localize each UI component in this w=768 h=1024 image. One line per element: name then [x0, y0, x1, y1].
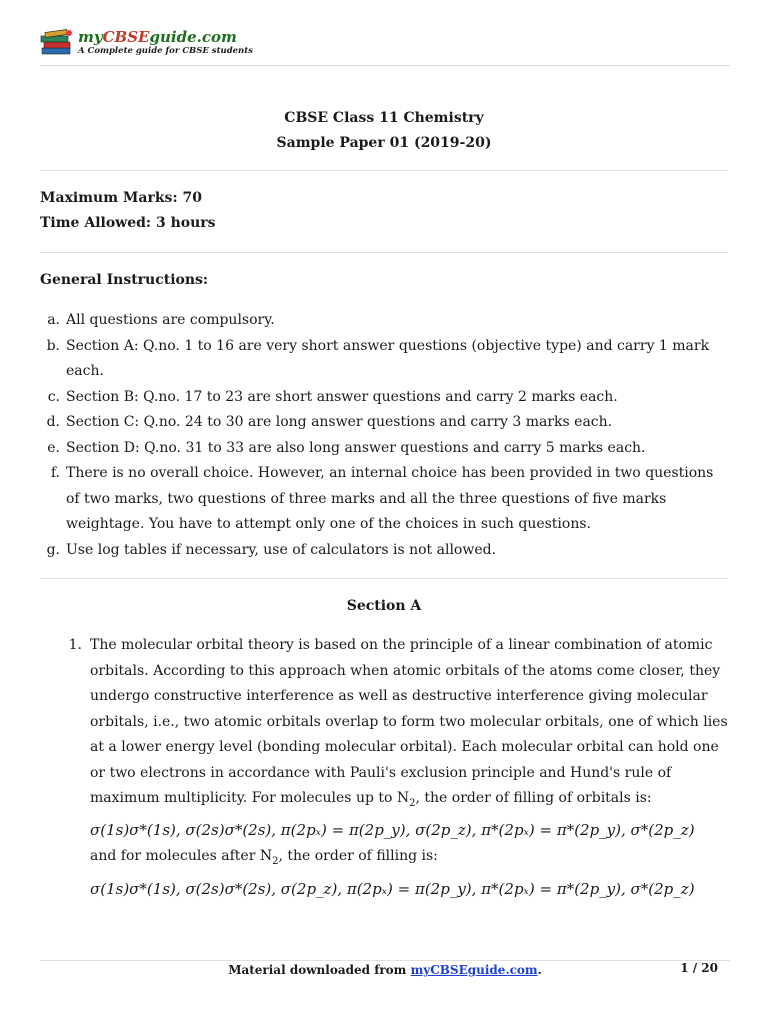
- footer-credit: Material downloaded from myCBSEguide.com.: [228, 963, 542, 977]
- max-marks: Maximum Marks: 70: [40, 190, 202, 206]
- logo-wordmark: myCBSEguide.com: [78, 28, 237, 47]
- question-1: [40, 633, 730, 903]
- site-logo[interactable]: [40, 28, 253, 58]
- list-item: e. Section D: Q.no. 31 to 33 are also long answer questions and carry 5 marks each.: [47, 439, 646, 456]
- instructions-heading: General Instructions:: [40, 272, 209, 288]
- list-item: g. Use log tables if necessary, use of calculators is not allowed.: [46, 541, 497, 558]
- page-number: 1 / 20: [680, 961, 718, 975]
- footer-link[interactable]: myCBSEguide.com: [410, 963, 538, 977]
- time-allowed: Time Allowed: 3 hours: [40, 215, 216, 231]
- exam-meta: [40, 186, 216, 236]
- section-a-heading: Section A: [346, 598, 422, 614]
- books-icon: [40, 28, 74, 58]
- divider: [40, 252, 728, 253]
- divider: [40, 578, 728, 579]
- title-line-2: Sample Paper 01 (2019-20): [276, 135, 492, 151]
- list-item: a. All questions are compulsory.: [47, 312, 275, 328]
- logo-tagline: A Complete guide for CBSE students: [78, 46, 253, 57]
- list-item: b. Section A: Q.no. 1 to 16 are very short answer questions (objective type) and carry 1 mark each.: [46, 337, 710, 379]
- footer-divider: [40, 960, 730, 961]
- orbital-order-formula-1: σ(1s)σ*(1s), σ(2s)σ*(2s), π(2pₓ) = π(2p_y), σ(2p_z), π*(2pₓ) = π*(2p_y), σ*(2p_z): [90, 821, 695, 840]
- paper-title: [40, 106, 728, 156]
- page-header: [40, 24, 730, 66]
- question-text-cont: and for molecules after $N_2$, the order of filling is:: [90, 848, 438, 868]
- instructions-list: [40, 308, 730, 563]
- orbital-order-formula-2: σ(1s)σ*(1s), σ(2s)σ*(2s), σ(2p_z), π(2pₓ) = π(2p_y), π*(2pₓ) = π*(2p_y), σ*(2p_z): [90, 879, 695, 898]
- list-item: f. There is no overall choice. However, an internal choice has been provided in two questions of two marks, two questions of three marks and all the three questions of five marks weightage. You have to attempt only one of the choices in such questions.: [50, 465, 714, 532]
- list-item: d. Section C: Q.no. 24 to 30 are long answer questions and carry 3 marks each.: [46, 414, 613, 430]
- list-item: c. Section B: Q.no. 17 to 23 are short answer questions and carry 2 marks each.: [47, 388, 618, 405]
- question-number: 1.: [68, 637, 82, 653]
- divider: [40, 170, 728, 171]
- question-text: The molecular orbital theory is based on the principle of a linear combination of atomic orbitals. According to this approach when atomic orbitals of the atoms come closer, they undergo constructive interference as well as destructive interference giving molecular orbitals, i.e., two atomic orbitals overlap to form two molecular orbitals, one of which lies at a lower energy level (bonding molecular orbital). Each molecular orbital can hold one or two electrons in accordance with Pauli's exclusion principle and Hund's rule of maximum multiplicity. For molecules up to $N_2$, the order of filling of orbitals is:: [90, 637, 728, 809]
- title-line-1: CBSE Class 11 Chemistry: [284, 110, 484, 126]
